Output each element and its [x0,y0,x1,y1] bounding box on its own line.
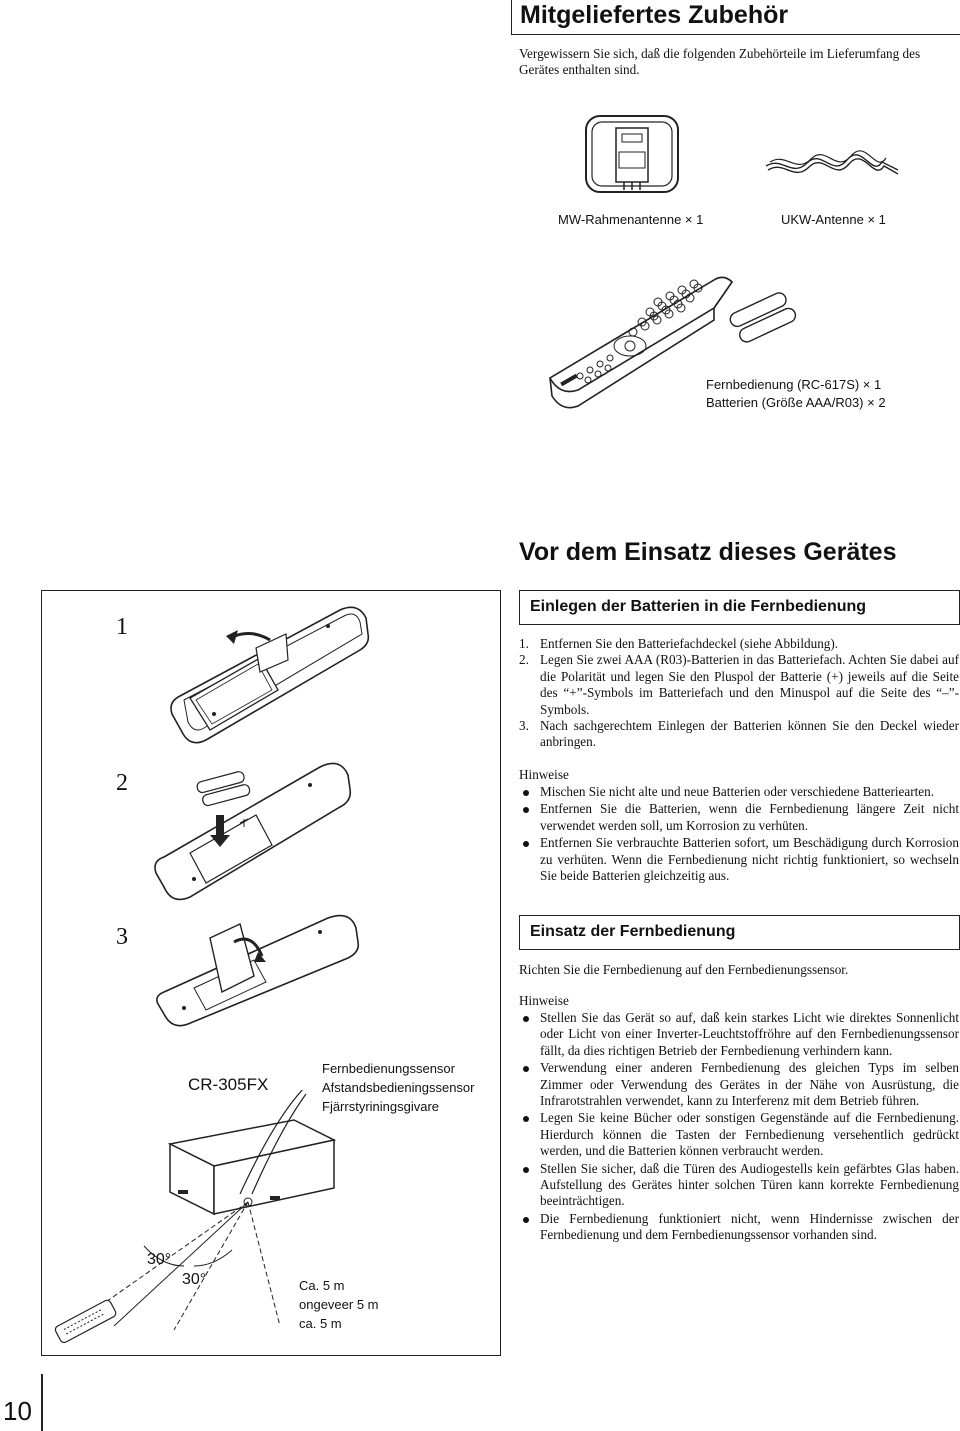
battery-steps [519,636,959,751]
note-text: Entfernen Sie verbrauchte Batterien sofort, um Beschädigung durch Korrosion zu verhüten. Wenn die Fernbedienung nicht richtig funktioniert, so wechseln Sie beide Batterien gleichzeitig aus. [540,835,959,884]
distance-label-sv: ca. 5 m [299,1316,342,1331]
page-number: 10 [3,1396,32,1426]
list-item [519,801,959,834]
model-label: CR-305FX [188,1075,269,1094]
mw-antenna-label: MW-Rahmenantenne × 1 [558,212,704,227]
step-text: Legen Sie zwei AAA (R03)-Batterien in das Batteriefach. Achten Sie dabei auf die Polarität und legen Sie den Pluspol der Batterie (+) jeweils auf die Seite des “+”-Symbols im Batteriefach und den Minuspol auf die Seite des “–”-Symbols. [540,652,959,717]
distance-label-de: Ca. 5 m [299,1278,345,1293]
bullet-icon [523,1066,529,1072]
bullet-icon [523,1167,529,1173]
angle-left-label: 30° [147,1251,172,1268]
batteries-heading-box [519,590,960,625]
step-number-2: 2 [116,770,128,796]
step-num: 2. [519,652,529,668]
unit-diagram [44,1090,404,1352]
battery-notes-title: Hinweise [519,767,569,782]
sensor-label-de: Fernbedienungssensor [322,1061,455,1076]
step-number-1: 1 [116,614,128,640]
list-item [519,718,959,751]
note-text: Entfernen Sie die Batterien, wenn die Fernbedienung längere Zeit nicht verwendet werden soll, um Korrosion zu verhüten. [540,801,959,833]
note-text: Verwendung einer anderen Fernbedienung des gleichen Typs im selben Zimmer oder Verwendung des Gerätes in der Nähe von Ausrüstung, die Infrarotstrahlen verwendet, kann zu Interferenz mit dem Betrieb führen. [540,1060,959,1109]
note-text: Stellen Sie das Gerät so auf, daß kein starkes Licht wie direktes Sonnenlicht oder Licht von einer Inverter-Leuchtstoffröhre auf den Fernbedienungssensor fällt, da dies richtigen Betrieb der Fernbedienung verhindern kann. [540,1010,959,1058]
list-item [519,636,959,652]
usage-intro: Richten Sie die Fernbedienung auf den Fernbedienungssensor. [519,962,849,977]
mw-antenna-image [578,112,688,198]
sensor-label-sv: Fjärrstyriningsgivare [322,1099,440,1114]
usage-notes [519,1010,959,1245]
list-item [519,1211,959,1244]
list-item [519,652,959,718]
list-item [519,1110,959,1159]
bullet-icon [523,1016,529,1022]
bullet-icon [523,807,529,813]
usage-heading: Einsatz der Fernbedienung [530,923,736,940]
list-item [519,835,959,884]
page-title: Mitgeliefertes Zubehör [520,1,789,29]
list-item [519,1161,959,1210]
note-text: Stellen Sie sicher, daß die Türen des Audiogestells kein gefärbtes Glas haben. Aufstellung des Gerätes hinter solchen Türen kann korrekte Fernbedienung beeinträchtigen. [540,1160,959,1209]
list-item [519,784,959,800]
remote-label: Fernbedienung (RC-617S) × 1 [706,377,882,392]
bullet-icon [523,1116,529,1122]
step3-remote-image [154,912,364,1032]
page-header [511,0,960,35]
battery-notes [519,784,959,885]
page-number-divider [41,1374,43,1431]
bullet-icon [523,790,529,796]
step-num: 3. [519,718,529,734]
bullet-icon [523,841,529,847]
step-text: Nach sachgerechtem Einlegen der Batterien können Sie den Deckel wieder anbringen. [540,718,959,750]
fm-antenna-label: UKW-Antenne × 1 [781,212,886,227]
section-title: Vor dem Einsatz dieses Gerätes [519,538,897,566]
note-text: Die Fernbedienung funktioniert nicht, wenn Hindernisse zwischen der Fernbedienung und dem Fernbedienungssensor vorhanden sind. [540,1210,959,1243]
sensor-label-nl: Afstandsbedieningssensor [322,1080,475,1095]
note-text: Mischen Sie nicht alte und neue Batterien oder verschiedene Batteriearten. [540,784,935,799]
batteries-heading: Einlegen der Batterien in die Fernbedienung [530,598,867,615]
intro-text: Vergewissern Sie sich, daß die folgenden Zubehörteile im Lieferumfang des Gerätes enthalten sind. [519,46,921,78]
step2-remote-image [150,757,355,907]
list-item [519,1060,959,1109]
bullet-icon [523,1217,529,1223]
step-text: Entfernen Sie den Batteriefachdeckel (siehe Abbildung). [540,636,839,651]
list-item [519,1010,959,1059]
step1-remote-image [160,600,375,750]
step-number-3: 3 [116,924,128,950]
batteries-label: Batterien (Größe AAA/R03) × 2 [706,395,886,410]
step-num: 1. [519,636,529,651]
usage-heading-box [519,915,960,950]
usage-notes-title: Hinweise [519,993,569,1008]
angle-right-label: 30° [182,1271,207,1288]
distance-label-nl: ongeveer 5 m [299,1297,379,1312]
note-text: Legen Sie keine Bücher oder sonstigen Gegenstände auf die Fernbedienung. Hierdurch können die Tasten der Fernbedienung versehentlich gedrückt werden, und die Batterien können verbraucht werden. [540,1110,959,1159]
fm-antenna-image [762,148,902,188]
